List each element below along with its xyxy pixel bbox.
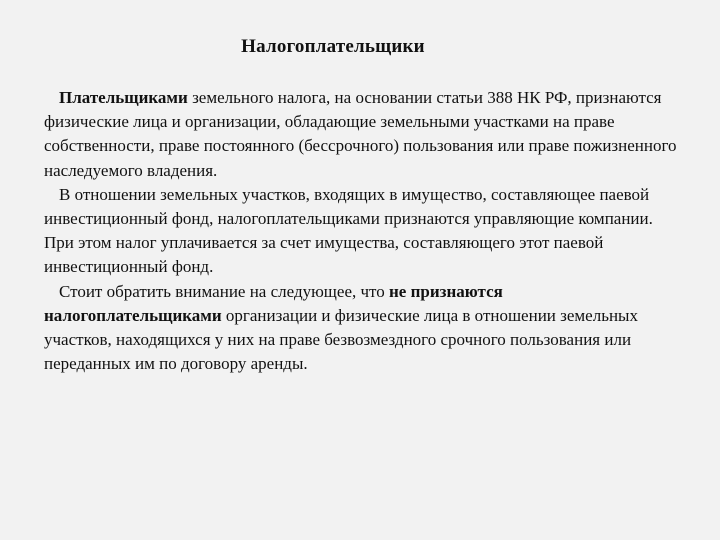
paragraph-bold-lead: Плательщиками <box>59 88 188 107</box>
slide-title: Налогоплательщики <box>241 36 425 57</box>
paragraph-exclusions <box>44 280 684 377</box>
paragraph-bold-emphasis: не признаются налогоплательщиками <box>44 281 503 325</box>
paragraph-text: В отношении земельных участков, входящих в имущество, составляющее паевой инвестиционный фонд, налогоплательщиками признаются управляющие компании. При этом налог уплачивается за счет имущества, составляющего этот паевой инвестиционный фонд. <box>44 184 653 277</box>
paragraph-payers <box>44 86 684 183</box>
paragraph-investment-fund <box>44 183 684 280</box>
paragraph-text-before: Стоит обратить внимание на следующее, что <box>59 281 389 301</box>
slide-body <box>44 86 684 376</box>
paragraph-text-after: организации и физические лица в отношении земельных участков, находящихся у них на праве безвозмездного срочного пользования или переданных им по договору аренды. <box>44 305 638 374</box>
paragraph-text: земельного налога, на основании статьи 388 НК РФ, признаются физические лица и организации, обладающие земельными участками на праве собственности, праве постоянного (бессрочного) пользования или праве пожизненного наследуемого владения. <box>44 88 677 180</box>
